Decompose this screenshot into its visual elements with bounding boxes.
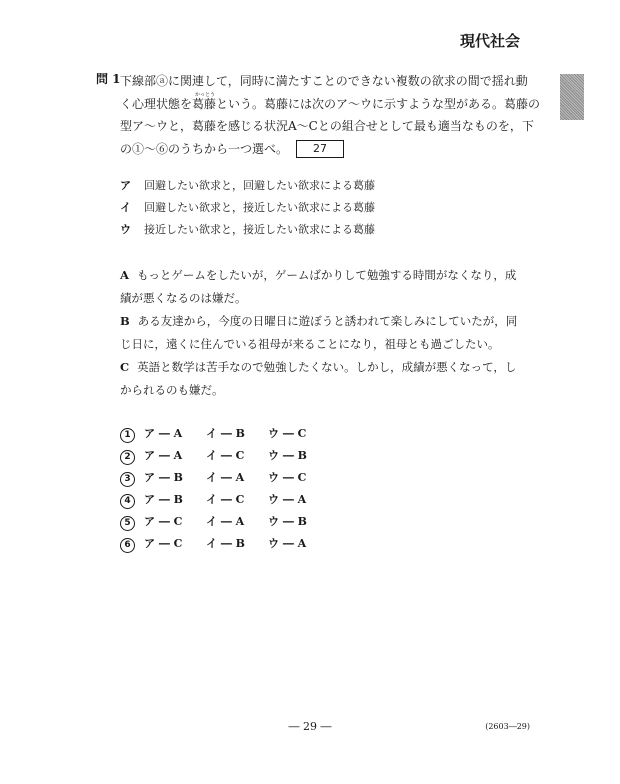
type-row-i xyxy=(120,198,375,218)
option-number: 2 xyxy=(120,450,135,465)
option-a: ア ― C xyxy=(144,515,183,528)
option-b: イ ― B xyxy=(206,537,245,550)
option-c: ウ ― C xyxy=(268,471,307,484)
type-row-u xyxy=(120,220,375,240)
option-c: ウ ― B xyxy=(268,449,307,462)
option-6[interactable] xyxy=(120,534,306,554)
situation-line-2: 績が悪くなるのは嫌だ。 xyxy=(120,290,247,305)
exam-code: (2603―29) xyxy=(485,722,530,731)
page-number: ― 29 ― xyxy=(288,720,332,733)
type-key: ウ xyxy=(120,223,131,236)
option-b: イ ― A xyxy=(206,471,245,484)
question-text xyxy=(120,70,541,160)
option-b: イ ― B xyxy=(206,427,245,440)
situation-line-1: もっとゲームをしたいが，ゲームばかりして勉強する時間がなくなり，成 xyxy=(136,268,517,282)
option-c: ウ ― A xyxy=(268,493,307,506)
answer-box[interactable]: 27 xyxy=(296,140,344,158)
question-line-4-text: の①〜⑥のうちから一つ選べ。 xyxy=(120,141,289,156)
option-4[interactable] xyxy=(120,490,306,510)
situation-a xyxy=(120,264,522,309)
option-5[interactable] xyxy=(120,512,307,532)
type-text: 回避したい欲求と，接近したい欲求による葛藤 xyxy=(144,201,375,214)
option-number: 1 xyxy=(120,428,135,443)
option-a: ア ― B xyxy=(144,493,183,506)
option-number: 4 xyxy=(120,494,135,509)
situation-line-2: かられるのも嫌だ。 xyxy=(120,382,224,397)
option-c: ウ ― A xyxy=(268,537,307,550)
option-a: ア ― A xyxy=(144,427,183,440)
option-1[interactable] xyxy=(120,424,306,444)
option-b: イ ― C xyxy=(206,449,245,462)
option-number: 5 xyxy=(120,516,135,531)
situation-c xyxy=(120,356,522,401)
type-key: イ xyxy=(120,201,131,214)
subject-title: 現代社会 xyxy=(459,32,520,50)
type-key: ア xyxy=(120,179,131,192)
option-a: ア ― C xyxy=(144,537,183,550)
option-a: ア ― A xyxy=(144,449,183,462)
option-b: イ ― C xyxy=(206,493,245,506)
option-number: 3 xyxy=(120,472,135,487)
question-line-2-text: く心理状態を葛藤という。葛藤には次のア〜ウに示すような型がある。葛藤の xyxy=(120,96,541,111)
situation-key: C xyxy=(120,360,130,374)
situation-key: A xyxy=(120,268,129,282)
type-text: 回避したい欲求と，回避したい欲求による葛藤 xyxy=(144,179,375,192)
question-line-1: 下線部ⓐに関連して，同時に満たすことのできない複数の欲求の間で揺れ動 xyxy=(120,74,528,88)
situation-line-2: じ日に，遠くに住んでいる祖母が来ることになり，祖母とも過ごしたい。 xyxy=(120,336,500,351)
situation-b xyxy=(120,310,522,355)
furigana: かっとう xyxy=(194,92,215,98)
option-3[interactable] xyxy=(120,468,306,488)
option-c: ウ ― C xyxy=(268,427,307,440)
option-b: イ ― A xyxy=(206,515,245,528)
situation-line-1: ある友達から，今度の日曜日に遊ぼうと誘われて楽しみにしていたが，同 xyxy=(137,314,518,328)
option-c: ウ ― B xyxy=(268,515,307,528)
type-text: 接近したい欲求と，接近したい欲求による葛藤 xyxy=(144,223,375,236)
question-line-4 xyxy=(120,138,522,161)
option-a: ア ― B xyxy=(144,471,183,484)
section-tab-marker xyxy=(560,74,584,120)
option-number: 6 xyxy=(120,538,135,553)
type-row-a xyxy=(120,176,375,196)
situation-key: B xyxy=(120,314,130,328)
question-line-2 xyxy=(120,92,541,116)
situation-line-1: 英語と数学は苦手なので勉強したくない。しかし，成績が悪くなって，し xyxy=(137,360,517,374)
option-2[interactable] xyxy=(120,446,307,466)
question-label: 問 1 xyxy=(96,72,121,86)
question-line-3: 型ア〜ウと，葛藤を感じる状況A〜Cとの組合せとして最も適当なものを，下 xyxy=(120,119,534,133)
